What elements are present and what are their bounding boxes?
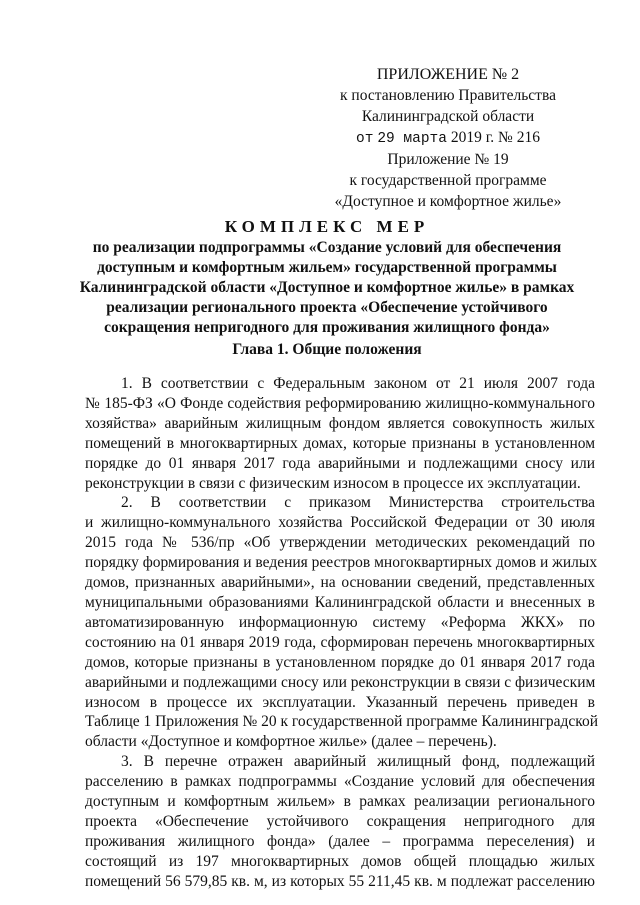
appendix-program-title: Приложение № 19 — [387, 151, 509, 168]
appendix-program-block — [298, 149, 598, 212]
appendix-program-line2: «Доступное и комфортное жилье» — [334, 193, 562, 210]
subtitle-line: доступным и комфортным жильем» государственной программы — [97, 259, 557, 276]
paragraph-1 — [85, 374, 595, 493]
paragraph-line: домов, которые признаны в установленном порядке до 01 января 2017 года — [85, 653, 595, 671]
paragraph-line: состоящий из 197 многоквартирных домов общей площадью жилых — [85, 852, 595, 870]
paragraph-line: расселению в рамках подпрограммы «Создание условий для обеспечения — [85, 773, 595, 791]
paragraph-line: реконструкции в связи с физическим износом в процессе их эксплуатации. — [85, 474, 581, 492]
document-title: КОМПЛЕКС МЕР — [224, 217, 430, 236]
appendix-main-title: ПРИЛОЖЕНИЕ № 2 — [376, 66, 520, 83]
paragraph-line: и жилищно-коммунального хозяйства Российской Федерации от 30 июля — [85, 514, 595, 532]
subtitle-line: по реализации подпрограммы «Создание условий для обеспечения — [92, 239, 562, 256]
appendix-main-line1: к постановлению Правительства — [340, 87, 556, 104]
chapter-title: Глава 1. Общие положения — [232, 341, 422, 358]
order-date: 29 марта — [377, 131, 447, 147]
paragraph-line: износом в процессе их эксплуатации. Указанный перечень приведен в — [85, 693, 595, 711]
paragraph-line: доступным и комфортным жильем» в рамках реализации регионального — [85, 793, 595, 811]
paragraph-line: 2015 года № 536/пр «Об утверждении методических рекомендаций по — [85, 534, 595, 552]
paragraph-line: муниципальными образованиями Калининградской области и внесенных в — [85, 593, 595, 611]
paragraph-line: 1. В соответствии с Федеральным законом от 21 июля 2007 года — [121, 375, 595, 392]
paragraph-line: № 185-ФЗ «О Фонде содействия реформированию жилищно-коммунального — [85, 394, 595, 412]
paragraph-line: состоянию на 01 января 2019 года, сформирован перечень многоквартирных — [85, 633, 595, 651]
order-prefix: от — [356, 131, 374, 147]
order-number: № 216 — [498, 129, 540, 146]
subtitle-line: реализации регионального проекта «Обеспечение устойчивого — [106, 299, 548, 316]
paragraph-2 — [85, 493, 599, 752]
appendix-order-line — [298, 127, 598, 150]
document-heading — [72, 216, 582, 338]
appendix-main-block — [298, 64, 598, 150]
document-subtitle — [72, 238, 582, 338]
paragraph-line: помещений 56 579,85 кв. м, из которых 55 211,45 кв. м подлежат расселению — [85, 872, 595, 890]
paragraph-line: хозяйства» аварийным жилищным фондом является совокупность жилых — [85, 414, 595, 432]
paragraph-line: аварийными и подлежащими сносу или реконструкции в связи с физическим — [85, 673, 596, 691]
subtitle-line: Калининградской области «Доступное и комфортное жилье» в рамках — [79, 279, 575, 296]
paragraph-line: помещений в многоквартирных домах, которые признаны в установленном — [85, 434, 595, 452]
paragraph-line: проживания жилищного фонда» (далее – программа переселения) и — [85, 832, 595, 850]
paragraph-3 — [85, 752, 595, 891]
paragraph-line: области «Доступное и комфортное жилье» (далее – перечень). — [85, 733, 497, 751]
paragraph-line: 2. В соответствии с приказом Министерства строительства — [121, 494, 595, 512]
paragraph-line: порядку формирования и ведения реестров многоквартирных домов и жилых — [85, 554, 598, 572]
appendix-program-line1: к государственной программе — [349, 172, 547, 189]
paragraph-line: домов, признанных аварийными», на основании сведений, представленных — [85, 574, 595, 592]
appendix-main-line2: Калининградской области — [361, 108, 535, 125]
subtitle-line: сокращения непригодного для проживания жилищного фонда» — [104, 319, 550, 336]
paragraph-line: Таблице 1 Приложения № 20 к государственной программе Калининградской — [85, 713, 599, 731]
paragraph-line: 3. В перечне отражен аварийный жилищный фонд, подлежащий — [121, 753, 595, 771]
paragraph-line: проекта «Обеспечение устойчивого сокращения непригодного для — [85, 812, 595, 830]
order-year: 2019 г. — [450, 129, 495, 146]
body-text — [85, 374, 599, 892]
paragraph-line: автоматизированную информационную систему «Реформа ЖКХ» по — [85, 613, 595, 631]
paragraph-line: порядке до 01 января 2017 года аварийными и подлежащими сносу или — [85, 454, 595, 472]
